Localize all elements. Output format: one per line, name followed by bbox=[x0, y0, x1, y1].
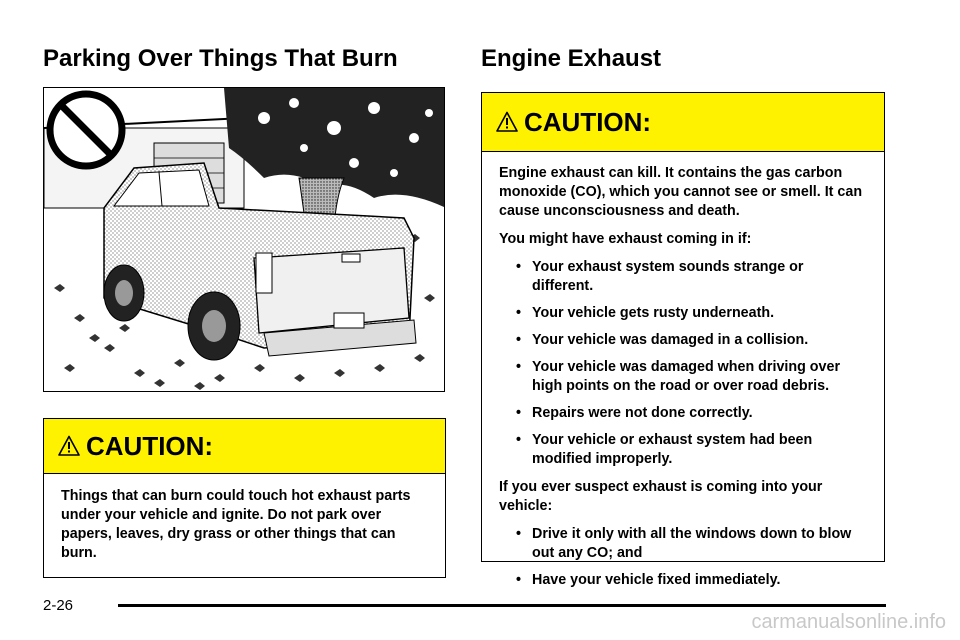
caution-box-engine-exhaust bbox=[481, 92, 885, 588]
list-item: • Drive it only with all the windows down to blow out any CO; and bbox=[499, 525, 868, 563]
exhaust-actions-list bbox=[499, 525, 868, 590]
exhaust-signs-list bbox=[499, 258, 868, 469]
warning-triangle-icon bbox=[58, 435, 80, 457]
list-item: • Your vehicle or exhaust system had been modified improperly. bbox=[499, 431, 868, 469]
list-item: • Your vehicle gets rusty underneath. bbox=[499, 304, 868, 323]
caution-paragraph-2: You might have exhaust coming in if: bbox=[499, 231, 752, 247]
watermark: carmanualsonline.info bbox=[751, 611, 946, 633]
list-item: • Repairs were not done correctly. bbox=[499, 404, 868, 423]
caution-box-parking bbox=[43, 418, 446, 578]
list-item: • Have your vehicle fixed immediately. bbox=[499, 571, 868, 590]
caution-paragraph-1: Engine exhaust can kill. It contains the gas carbon monoxide (CO), which you cannot see or smell. It can cause unconsciousness and death. bbox=[499, 165, 863, 219]
caution-title: CAUTION: bbox=[524, 107, 652, 137]
caution-header bbox=[482, 93, 884, 152]
parking-over-leaves-illustration bbox=[43, 87, 445, 392]
list-item: • Your vehicle was damaged when driving over high points on the road or over road debris. bbox=[499, 358, 868, 396]
section-heading-parking: Parking Over Things That Burn bbox=[43, 45, 398, 72]
warning-triangle-icon bbox=[496, 111, 518, 133]
section-heading-engine-exhaust: Engine Exhaust bbox=[481, 45, 662, 72]
caution-body bbox=[482, 152, 884, 590]
caution-header bbox=[44, 419, 445, 474]
page-number: 2-26 bbox=[43, 597, 74, 614]
caution-body bbox=[44, 474, 445, 563]
caution-text: Things that can burn could touch hot exhaust parts under your vehicle and ignite. Do not park over papers, leaves, dry grass or other things that can burn. bbox=[61, 488, 411, 561]
footer-divider bbox=[118, 604, 886, 607]
list-item: • Your exhaust system sounds strange or different. bbox=[499, 258, 868, 296]
list-item: • Your vehicle was damaged in a collision. bbox=[499, 331, 868, 350]
caution-paragraph-3: If you ever suspect exhaust is coming into your vehicle: bbox=[499, 479, 823, 514]
caution-title: CAUTION: bbox=[86, 431, 214, 461]
